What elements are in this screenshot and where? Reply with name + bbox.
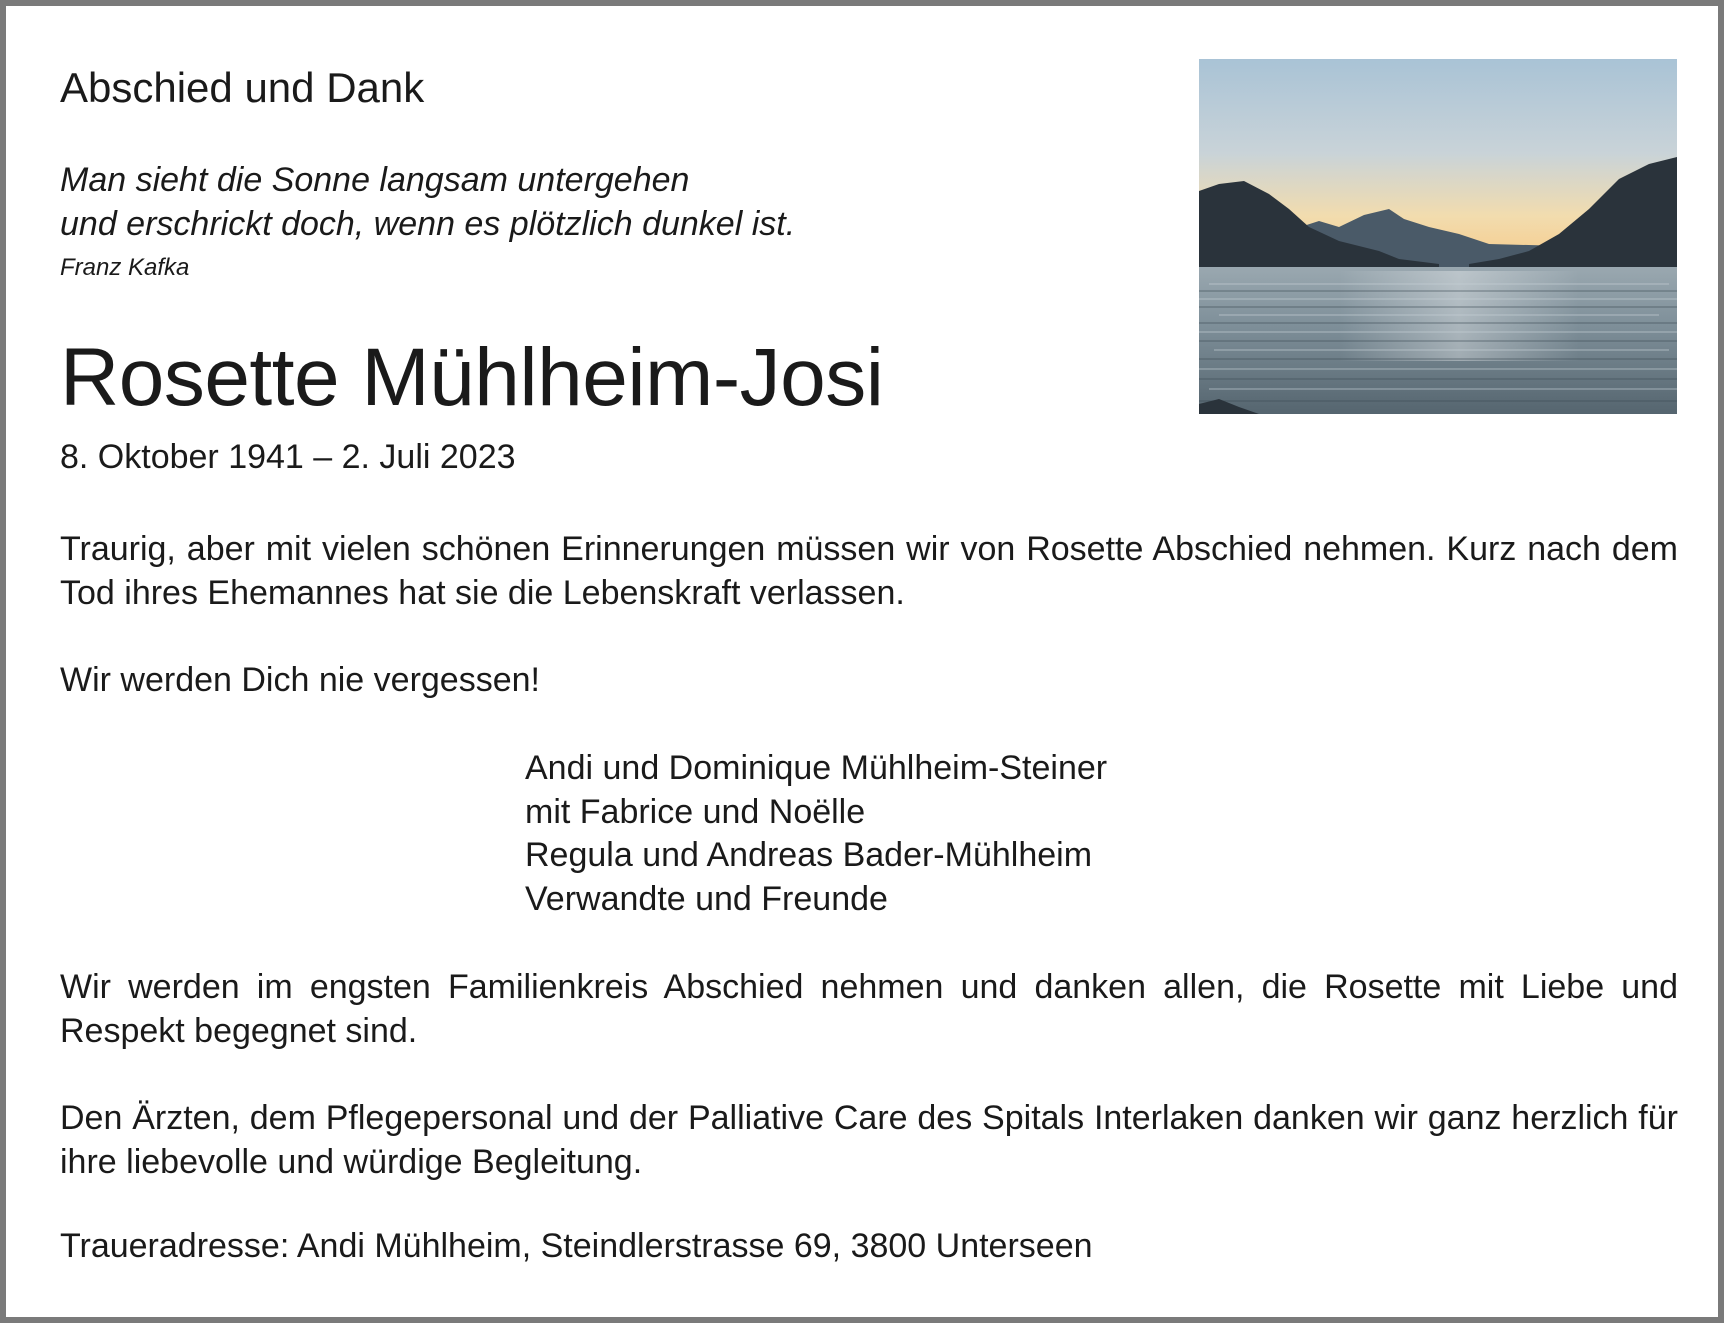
deceased-name: Rosette Mühlheim-Josi — [60, 332, 884, 423]
paragraph-farewell: Wir werden Dich nie vergessen! — [60, 661, 540, 699]
quote-line: und erschrickt doch, wenn es plötzlich dunkel ist. — [60, 205, 796, 243]
paragraph-memory: Traurig, aber mit vielen schönen Erinnerungen müssen wir von Rosette Abschied nehmen. Kurz nach dem Tod ihres Ehemannes hat sie die Lebenskraft verlassen. — [60, 530, 1678, 612]
lake-sunset-photo — [1199, 59, 1677, 414]
paragraph-ceremony: Wir werden im engsten Familienkreis Abschied nehmen und danken allen, die Rosette mit Liebe und Respekt begegnet sind. — [60, 968, 1678, 1050]
signer: Andi und Dominique Mühlheim-Steiner — [525, 749, 1108, 787]
quote — [60, 158, 795, 246]
signer: Regula und Andreas Bader-Mühlheim — [525, 836, 1093, 874]
signers-list — [525, 747, 1107, 921]
quote-author: Franz Kafka — [60, 254, 190, 281]
life-dates: 8. Oktober 1941 – 2. Juli 2023 — [60, 438, 516, 476]
lake-sunset-image — [1199, 59, 1677, 414]
mourning-address: Traueradresse: Andi Mühlheim, Steindlerstrasse 69, 3800 Unterseen — [60, 1227, 1093, 1265]
signer: mit Fabrice und Noëlle — [525, 792, 866, 831]
signer: Verwandte und Freunde — [525, 879, 888, 918]
quote-line: Man sieht die Sonne langsam untergehen — [60, 161, 690, 199]
heading: Abschied und Dank — [60, 64, 425, 111]
paragraph-thanks: Den Ärzten, dem Pflegepersonal und der Palliative Care des Spitals Interlaken danken wir ganz herzlich für ihre liebevolle und würdige Begleitung. — [60, 1099, 1678, 1181]
